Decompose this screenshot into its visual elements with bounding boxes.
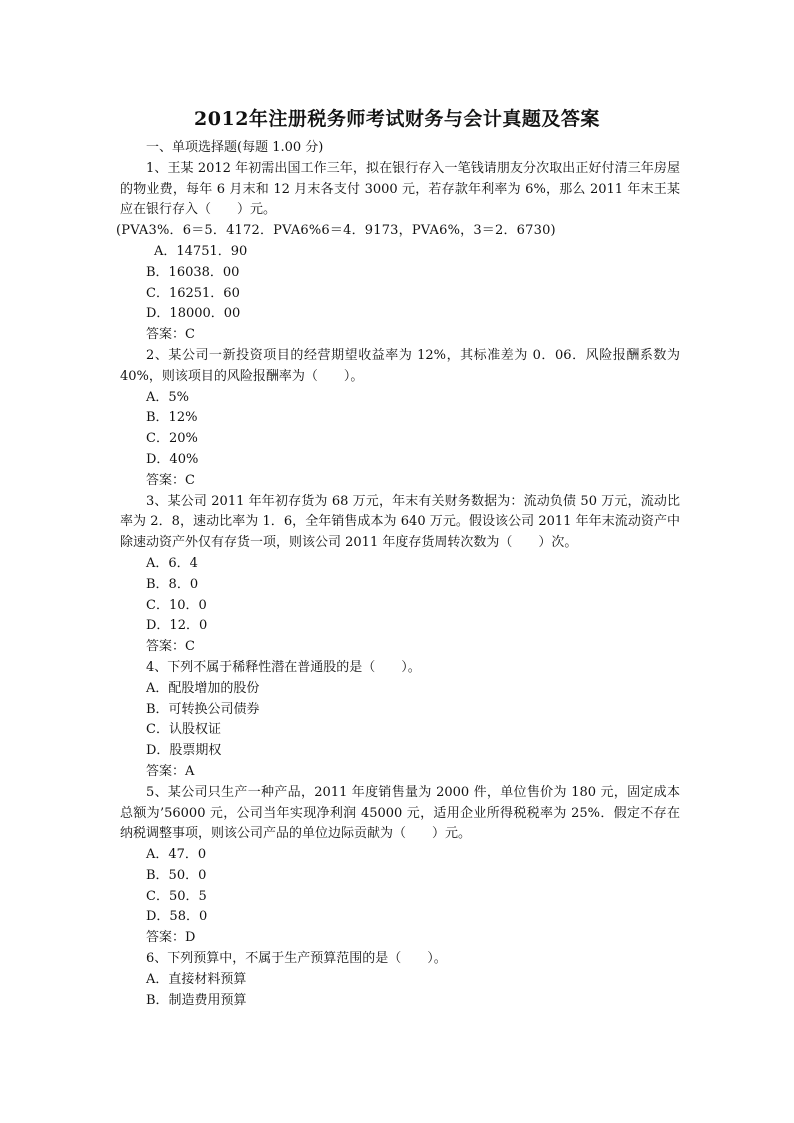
question-1-note: (PVA3%．6＝5．4172．PVA6%6＝4．9173，PVA6%，3＝2．6730) bbox=[116, 223, 556, 239]
question-3-stem: 3、某公司 2011 年年初存货为 68 万元，年末有关财务数据为：流动负债 50 万元，流动比率为 2．8，速动比率为 1．6，全年销售成本为 640 万元。假设该公司 2011 年年末流动资产中除速动资产外仅有存货一项，则该公司 2011 年度存货周转次数为（ ）次。 bbox=[120, 493, 680, 551]
question-3-answer: 答案：C bbox=[146, 639, 195, 655]
question-6-option-a: A．直接材料预算 bbox=[146, 971, 247, 987]
question-6-stem: 6、下列预算中，不属于生产预算范围的是（ ）。 bbox=[146, 951, 447, 967]
question-2-option-d: D．40% bbox=[146, 451, 199, 467]
question-3-option-b: B．8．0 bbox=[146, 576, 199, 592]
question-6-option-b: B．制造费用预算 bbox=[146, 992, 247, 1008]
question-5-option-d: D．58．0 bbox=[146, 909, 208, 925]
question-1-option-b: B．16038．00 bbox=[146, 264, 240, 280]
question-4-stem: 4、下列不属于稀释性潜在普通股的是（ ）。 bbox=[146, 659, 421, 675]
question-2-answer: 答案：C bbox=[146, 472, 195, 488]
question-1-answer: 答案：C bbox=[146, 327, 195, 343]
question-2-option-a: A．5% bbox=[146, 389, 190, 405]
question-2-stem: 2、某公司一新投资项目的经营期望收益率为 12%，其标准差为 0．06．风险报酬系数为 40%，则该项目的风险报酬率为（ ）。 bbox=[120, 347, 680, 384]
question-1-option-d: D．18000．00 bbox=[146, 306, 241, 322]
question-5-option-b: B．50．0 bbox=[146, 867, 207, 883]
question-4-answer: 答案：A bbox=[146, 763, 195, 779]
question-4-option-d: D．股票期权 bbox=[146, 743, 222, 759]
question-2-option-b: B．12% bbox=[146, 410, 198, 426]
question-5-answer: 答案：D bbox=[146, 930, 196, 946]
question-5-option-c: C．50．5 bbox=[146, 888, 207, 904]
question-4-option-b: B．可转换公司债券 bbox=[146, 701, 260, 717]
section-heading: 一、单项选择题(每题 1.00 分) bbox=[146, 140, 324, 155]
question-4-option-c: C．认股权证 bbox=[146, 722, 221, 738]
document-body bbox=[116, 138, 680, 1011]
question-3-option-d: D．12．0 bbox=[146, 618, 208, 634]
question-4-option-a: A．配股增加的股份 bbox=[146, 680, 260, 696]
question-5-option-a: A．47．0 bbox=[146, 847, 207, 863]
question-3-option-c: C．10．0 bbox=[146, 597, 207, 613]
question-1-option-c: C．16251．60 bbox=[146, 285, 240, 301]
question-1-stem: 1、王某 2012 年初需出国工作三年，拟在银行存入一笔钱请朋友分次取出正好付清三年房屋的物业费，每年 6 月末和 12 月末各支付 3000 元，若存款年利率为 6%，那么 2011 年末王某应在银行存入（ ）元。 bbox=[120, 160, 680, 218]
question-2-option-c: C．20% bbox=[146, 431, 198, 447]
question-1-option-a: A．14751．90 bbox=[154, 243, 248, 259]
question-5-stem: 5、某公司只生产一种产品，2011 年度销售量为 2000 件，单位售价为 180 元，固定成本总额为’56000 元，公司当年实现净利润 45000 元，适用企业所得税税率为 25%．假定不存在纳税调整事项，则该公司产品的单位边际贡献为（ ）元。 bbox=[120, 784, 680, 842]
document-title: 2012年注册税务师考试财务与会计真题及答案 bbox=[194, 108, 600, 130]
question-3-option-a: A．6．4 bbox=[146, 555, 198, 571]
